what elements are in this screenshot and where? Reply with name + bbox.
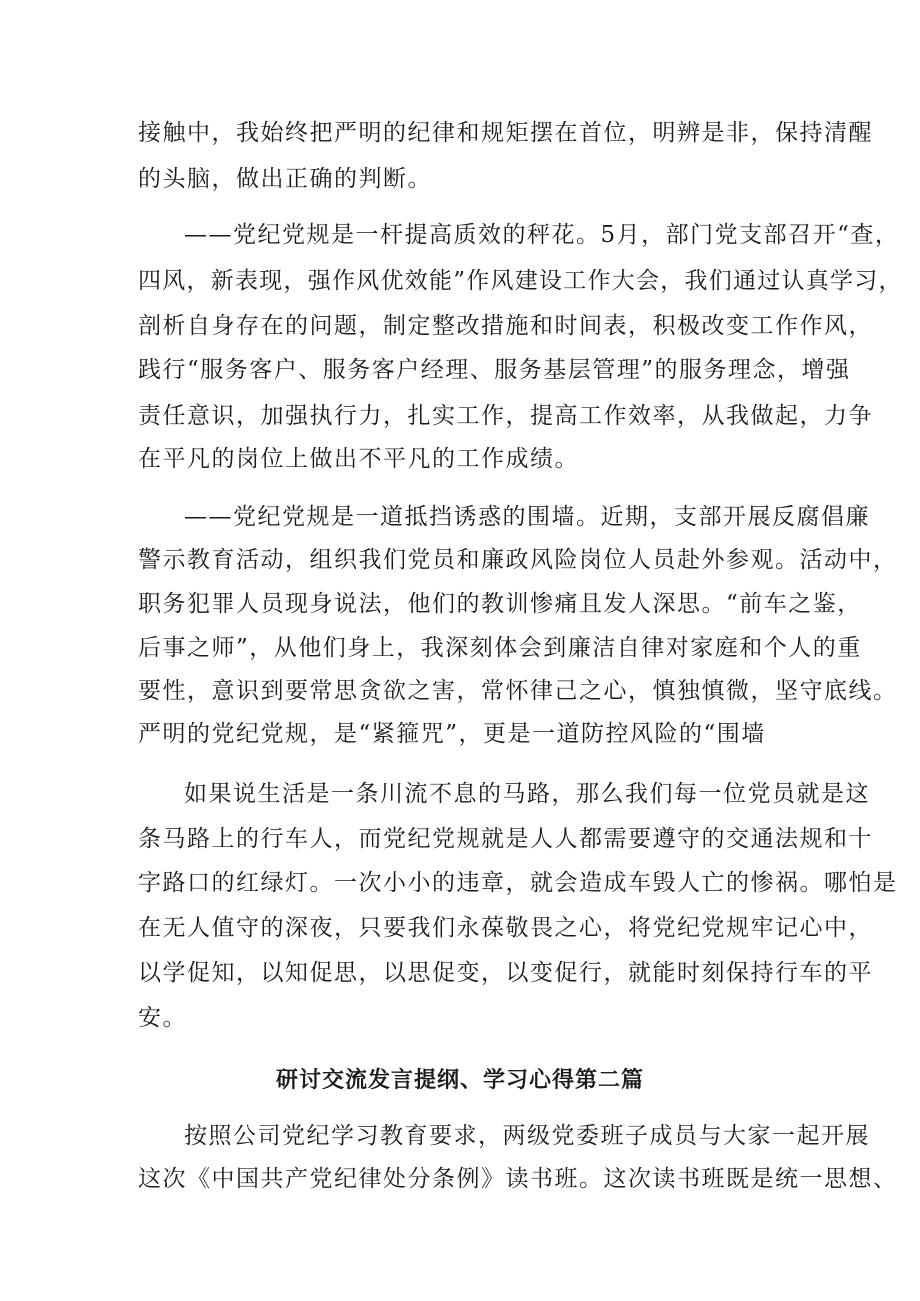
paragraph-3-line-3: 职务犯罪人员现身说法，他们的教训惨痛且发人深思。“前车之鉴， (138, 591, 862, 617)
paragraph-2-line-3: 剖析自身存在的问题，制定整改措施和时间表，积极改变工作作风， (138, 313, 873, 339)
paragraph-1-line-1: 接触中，我始终把严明的纪律和规矩摆在首位，明辨是非，保持清醒 (138, 120, 873, 146)
paragraph-3-line-4: 后事之师”，从他们身上，我深刻体会到廉洁自律对家庭和个人的重 (138, 635, 862, 661)
paragraph-2-line-2: 四风，新表现，强作风优效能”作风建设工作大会，我们通过认真学习， (138, 268, 903, 294)
paragraph-5-line-1: 按照公司党纪学习教育要求，两级党委班子成员与大家一起开展 (184, 1123, 870, 1149)
paragraph-2-line-1: ——党纪党规是一杆提高质效的秤花。5月，部门党支部召开“查， (184, 222, 900, 248)
paragraph-2-line-4: 践行“服务客户、服务客户经理、服务基层管理”的服务理念，增强 (138, 357, 851, 383)
paragraph-4-line-1: 如果说生活是一条川流不息的马路，那么我们每一位党员就是这 (184, 781, 870, 807)
paragraph-3-line-2: 警示教育活动，组织我们党员和廉政风险岗位人员赴外参观。活动中， (138, 547, 898, 573)
paragraph-4-line-6: 安。 (138, 1005, 187, 1031)
paragraph-3-line-1: ——党纪党规是一道抵挡诱惑的围墙。近期，支部开展反腐倡廉 (184, 504, 870, 530)
paragraph-4-line-3: 字路口的红绿灯。一次小小的违章，就会造成车毁人亡的惨祸。哪怕是 (138, 870, 898, 896)
paragraph-1-line-2: 的头脑，做出正确的判断。 (138, 166, 432, 192)
paragraph-3-line-6: 严明的党纪党规，是“紧箍咒”，更是一道防控风险的“围墙 (138, 721, 766, 747)
paragraph-3-line-5: 要性，意识到要常思贪欲之害，常怀律己之心，慎独慎微，坚守底线。 (138, 678, 898, 704)
paragraph-4-line-4: 在无人值守的深夜，只要我们永葆敬畏之心，将党纪党规牢记心中， (138, 915, 873, 941)
paragraph-2-line-5: 责任意识，加强执行力，扎实工作，提高工作效率，从我做起，力争 (138, 403, 873, 429)
paragraph-4-line-2: 条马路上的行车人，而党纪党规就是人人都需要遵守的交通法规和十 (138, 826, 873, 852)
paragraph-2-line-6: 在平凡的岗位上做出不平凡的工作成绩。 (138, 446, 579, 472)
section-heading: 研讨交流发言提纲、学习心得第二篇 (275, 1068, 644, 1093)
paragraph-4-line-5: 以学促知，以知促思，以思促变，以变促行，就能时刻保持行车的平 (138, 960, 873, 986)
paragraph-5-line-2: 这次《中国共产党纪律处分条例》读书班。这次读书班既是统一思想、 (138, 1166, 898, 1192)
